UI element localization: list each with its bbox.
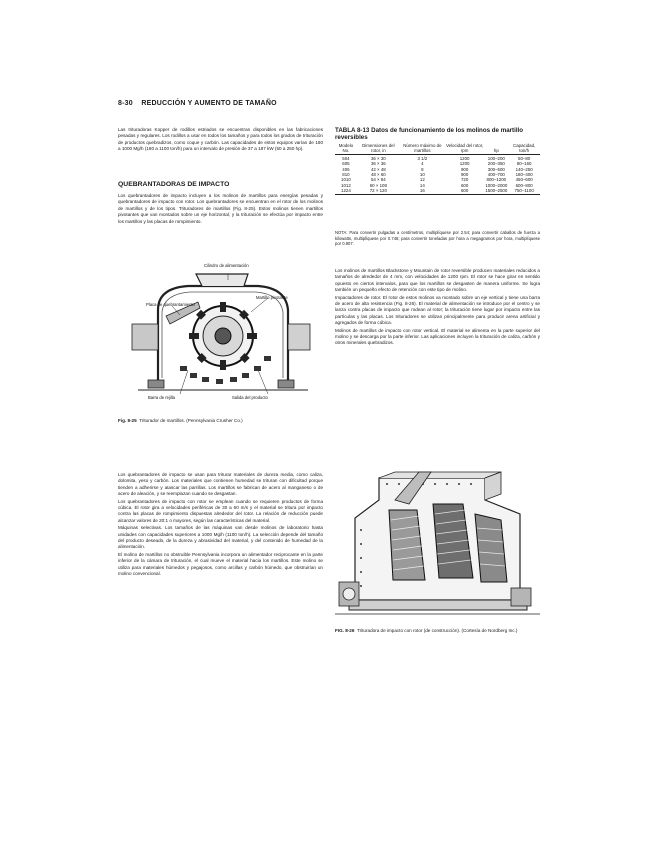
intro-paragraph bbox=[118, 127, 323, 154]
cell: 750–1100 bbox=[508, 188, 540, 194]
cell: 300–500 bbox=[487, 166, 505, 172]
right-paragraph-3: Molinos de martillos de impacto con rotor vertical. El material se alimenta en la parte superior del molino y se descarga por la parte inferior. Las aplicaciones incluyen la trituración de caliza, carbón y otros minerales quebradizos. bbox=[335, 327, 540, 346]
figure-8-25-caption bbox=[118, 418, 323, 424]
figure-8-26-caption bbox=[335, 628, 540, 634]
figure-8-25-number: Fig. 8-25 bbox=[118, 418, 137, 423]
cell: 36 × 30 bbox=[370, 155, 386, 161]
label-grate-bar: Barra de rejilla bbox=[148, 395, 175, 400]
right-paragraph-2: Impactadores de rotor. El rotor de estos molinos va montado sobre un eje vertical y tiene una barra de acero de alta resistencia (Fig. 8-26). El material de alimentación se introduce por el centro y se lanza contra placas de impacto que rodean al rotor; la trituración tiene lugar por impacto entre las partículas y las placas. Los trituradores se utilizan principalmente para producir arena artificial y agregados de forma cúbica. bbox=[335, 294, 540, 326]
label-feed-cylinder: Cilindro de alimentación bbox=[204, 263, 249, 268]
cell: 50–80 bbox=[518, 155, 531, 161]
section-paragraph bbox=[118, 193, 323, 226]
table-row bbox=[335, 154, 540, 161]
col-speed: Velocidad del rotor, rpm bbox=[445, 143, 484, 154]
cell: 3 1/2 bbox=[417, 155, 428, 161]
cell: 1200 bbox=[459, 161, 470, 167]
label-product-outlet: Salida del producto bbox=[232, 395, 268, 400]
running-header bbox=[118, 100, 277, 107]
section-heading: QUEBRANTADORAS DE IMPACTO bbox=[118, 181, 230, 188]
right-paragraph-1: Los molinos de martillos Blackstone y Mountain de rotor reversible producen materiales reducidos a tamaños de alrededor de 4 mm, con velocidades de 1200 rpm. El rotor se hace girar en sentido opuesto en ciertos intervalos, para que los martillos se desgasten de manera uniforme. Se logra también un pequeño efecto de retención con este tipo de molino. bbox=[335, 268, 540, 293]
cell: 80–160 bbox=[516, 161, 532, 167]
cell: 1500–2500 bbox=[485, 188, 508, 194]
cell: 600–800 bbox=[515, 182, 533, 188]
figure-8-26-rotor-impactor bbox=[335, 470, 540, 620]
cell: 36 × 36 bbox=[370, 161, 386, 167]
cell: 42 × 48 bbox=[370, 166, 386, 172]
figure-8-25-hammer-mill bbox=[118, 270, 323, 410]
cell: 400–700 bbox=[487, 172, 505, 178]
left-bottom-text bbox=[118, 472, 323, 579]
cell: 504 bbox=[342, 155, 350, 161]
table-8-13-footnote: NOTA: Para convertir pulgadas a centímetros, multiplíquese por 2.54; para convertir caballos de fuerza a kilowatts, multiplíquese por 0.746; para convertir toneladas por hora a megagramos por hora, multiplíquese por 0.907. bbox=[335, 230, 540, 247]
cell: 900 bbox=[460, 172, 469, 178]
col-model: Modelo No. bbox=[335, 143, 357, 154]
figure-8-26-number: FIG. 8-26 bbox=[335, 628, 355, 633]
cell: 800–1200 bbox=[486, 177, 507, 183]
cell: 100–200 bbox=[487, 155, 505, 161]
table-8-13 bbox=[335, 143, 540, 195]
col-rotor-size: Dimensiones del rotor, in bbox=[357, 143, 400, 154]
col-hp: hp bbox=[484, 143, 508, 154]
cell: 1010 bbox=[341, 177, 351, 183]
cell: 12 bbox=[419, 177, 425, 183]
cell: 200–350 bbox=[487, 161, 505, 167]
running-title: REDUCCIÓN Y AUMENTO DE TAMAÑO bbox=[141, 100, 277, 107]
cell: 810 bbox=[342, 172, 350, 178]
cell: 16 bbox=[400, 188, 445, 194]
cell: 600 bbox=[460, 182, 469, 188]
cell: 605 bbox=[342, 161, 350, 167]
cell: 4 bbox=[421, 161, 424, 167]
cell: 180–400 bbox=[515, 172, 533, 178]
cell: 48 × 60 bbox=[370, 172, 386, 178]
cell: 900 bbox=[460, 166, 469, 172]
cell: 720 bbox=[460, 177, 469, 183]
intro-text: Las trituradoras Kopper de rodillos estriados se encuentran disponibles en las fabricaciones pesadas y regulares. Los rodillos a usar en todos los tamaños y para todos los grados de trituración de productos quebradizos, como coque y carbón. Las capacidades de estos equipos varían de 180 a 1000 Mg/h (180 a 1100 ton/h) para un intervalo de presión de 37 a 187 kW (50 a 250 hp). bbox=[118, 127, 323, 152]
left-paragraph-2: Los quebrantadores de impacto con rotor se emplean cuando se requieren productos de forma cúbica. El rotor gira a velocidades periféricas de 30 a 60 m/s y el material se tritura por impacto contra las placas de rompimiento dispuestas alrededor del rotor. La relación de reducción puede alcanzar valores de 20:1 o mayores, según las características del material. bbox=[118, 498, 323, 523]
label-breaker-plate: Placa de quebrantamiento bbox=[146, 302, 195, 307]
cell: 54 × 84 bbox=[370, 177, 386, 183]
cell: 140–250 bbox=[515, 166, 533, 172]
section-text: Los quebrantadores de impacto incluyen a los molinos de martillos para energías pesadas y quebrantadores de impacto con rotor. Los quebrantadores se encuentran en el rotor de los molinos de martillos y de los tipos. Trituradores de martillos (Fig. 8-25). Estos molinos tienen martillos pivotantes que van montados sobre un eje horizontal, y la trituración se efectúa por impacto entre los martillos y las placas de rompimiento. bbox=[118, 193, 323, 224]
table-row bbox=[335, 188, 540, 194]
figure-8-26-text: Trituradora de impacto con rotor (de construcción). (Cortesía de Nordberg Inc.) bbox=[356, 628, 518, 633]
cell: 1000–2000 bbox=[485, 182, 508, 188]
cell: 14 bbox=[419, 182, 425, 188]
left-paragraph-4: El molino de martillos no obstruible Pennsylvania incorpora un alimentador reciprocante en la parte inferior de la cámara de trituración, el cual mueve el material hacia los martillos. Este molino se utiliza para materiales húmedos y pegajosos, como arcillas y carbón húmedo, que obstruirían un molino convencional. bbox=[118, 551, 323, 577]
cell: 450–600 bbox=[515, 177, 533, 183]
page-number: 8-30 bbox=[118, 100, 133, 107]
cell: 1012 bbox=[341, 182, 351, 188]
col-capacity: Capacidad, ton/h bbox=[508, 143, 540, 154]
table-8-13-title: TABLA 8-13 Datos de funcionamiento de los molinos de martillo reversibles bbox=[335, 127, 524, 141]
cell: 406 bbox=[342, 166, 350, 172]
cell: 1224 bbox=[335, 188, 357, 194]
figure-8-25-text: Triturador de martillos. (Pennsylvania Crusher Co.) bbox=[139, 418, 243, 423]
cell: 1200 bbox=[459, 155, 470, 161]
cell: 60 × 108 bbox=[369, 182, 387, 188]
table-header-row bbox=[335, 143, 540, 154]
cell: 10 bbox=[419, 172, 425, 178]
cell: 8 bbox=[421, 166, 424, 172]
col-hammers: Número máximo de martillos bbox=[400, 143, 445, 154]
cell: 600 bbox=[445, 188, 484, 194]
left-paragraph-3: Máquinas selectivas. Los tamaños de las máquinas van desde molinos de laboratorio hasta unidades con capacidades superiores a 1000 Mg/h (1100 ton/h). La selección depende del tamaño del producto deseado, de la dureza y abrasividad del material, y del contenido de humedad de la alimentación. bbox=[118, 525, 323, 550]
left-paragraph-1: Los quebrantadores de impacto se usan para triturar materiales de dureza media, como caliza, dolomita, yeso y carbón. Los materiales que contienen humedad se trituran con dificultad porque tienden a adherirse y atascar las parrillas. Los martillos se fabrican de acero al manganeso o de acero de aleación, y se reemplazan cuando se desgastan. bbox=[118, 472, 323, 497]
cell: 72 × 120 bbox=[357, 188, 400, 194]
right-column-text bbox=[335, 268, 540, 348]
label-pivot-hammer: Martillo pivotante bbox=[256, 295, 288, 300]
